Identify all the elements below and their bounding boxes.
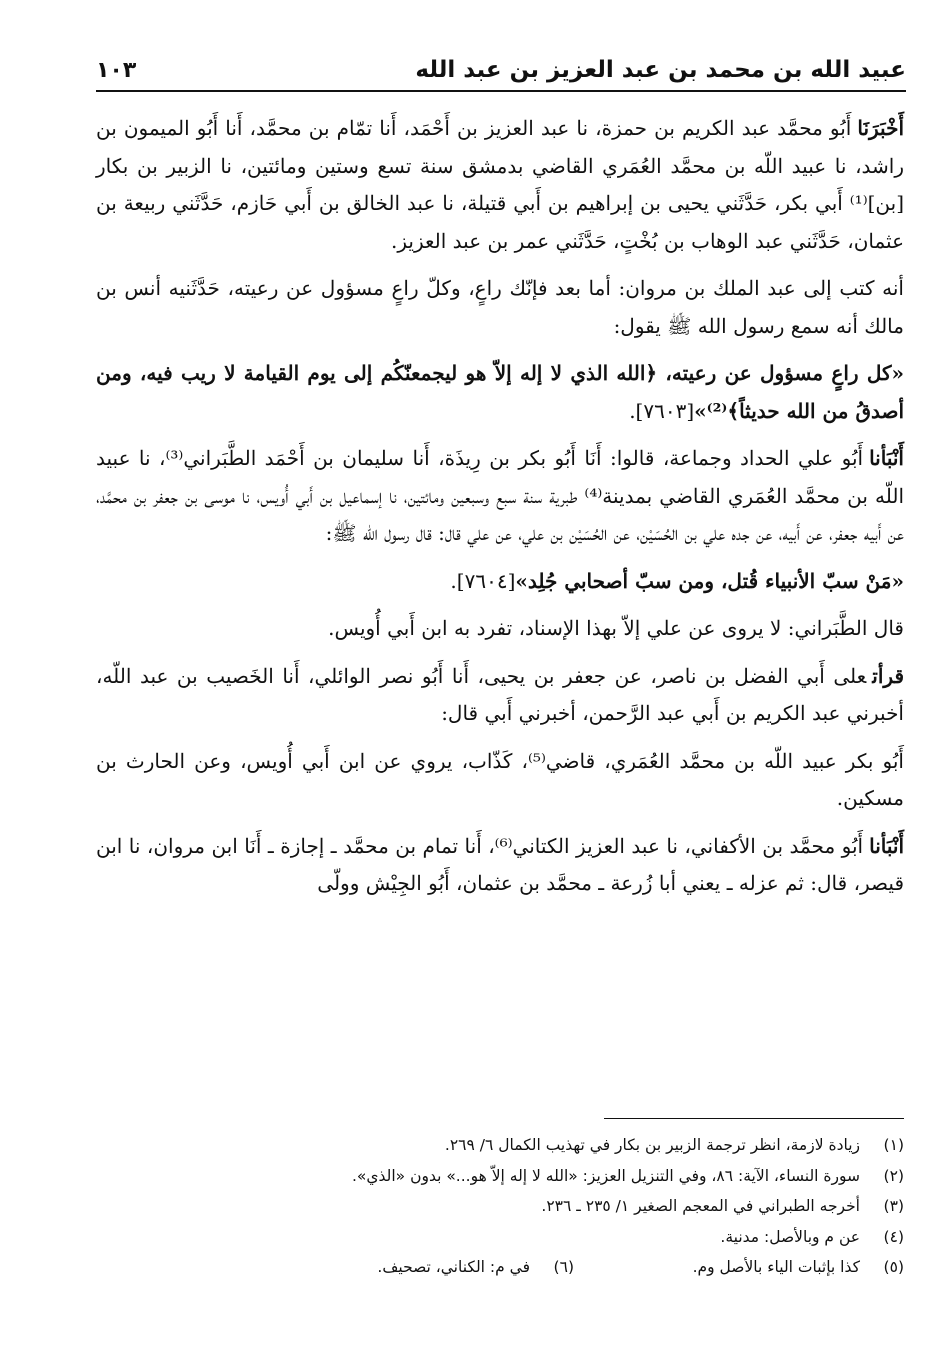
paragraph-text: أنه كتب إلى عبد الملك بن مروان: أما بعد فإنّك راعٍ، وكلّ راعٍ مسؤول عن رعيته، حَدَّثَنيه أنس بن مالك أنه سمع رسول الله ﷺ يقول: [96,276,904,338]
page-header [96,50,906,92]
paragraph [96,270,904,345]
hadith-text: «مَنْ سبّ الأنبياء قُتل، ومن سبّ أصحابي جُلِد» [515,568,904,593]
hadith-reference: [٧٦٠٤]. [450,568,516,593]
footnote [96,1191,904,1222]
footnote-text: كذا بإثبات الياء بالأصل وم. [692,1258,860,1276]
paragraph-text: أَبُو محمَّد عبد الكريم بن حمزة، نا عبد العزيز بن أَحْمَد، أَنا تمّام بن محمَّد، أَنا أَبُو الميمون بن راشد، نا عبيد اللّه بن محمَّد العُمَري القاضي بدمشق سنة تسع وستين ومائتين، نا الزبير بن بكار [بن]⁽¹⁾ أَبي بكر، حَدَّثَني يحيى بن إبراهيم بن أَبي قتيلة، نا عبد الخالق بن أَبي حَازم، حَدَّثَني ربيعة بن عثمان، حَدَّثَني عبد الوهاب بن بُخْتٍ، حَدَّثَني عمر بن عبد العزيز. [96,116,904,253]
footnote-text: في م: الكناني، تصحيف. [377,1258,530,1276]
paragraph-text: أَبُو محمَّد بن الأكفاني، نا عبد العزيز الكتاني⁽⁶⁾، أَنا تمام بن محمَّد ـ إجازة ـ أَنَا ابن مروان، نا ابن قيصر، قال: ثم عزله ـ يعني أبا زُرعة ـ محمَّد بن عثمان، أَبُو الجِيْش وولّى [96,833,904,895]
paragraph [96,440,904,553]
footnote-number: (١) [883,1136,904,1154]
footnote-text: عن م وبالأصل: مدنية. [720,1227,860,1246]
footnote [377,1252,574,1283]
footnote-number: (٢) [883,1166,904,1185]
paragraph [96,610,904,648]
paragraph-lead: أَنْبَأنا [869,833,905,858]
paragraph-lead: أَخْبَرَنَا [857,116,904,140]
footnote-text: سورة النساء، الآية: ٨٦، وفي التنزيل العزيز: «الله لا إله إلاّ هو...» بدون «الذي». [351,1166,860,1185]
footnote-number: (٥) [883,1258,904,1276]
paragraph-text: أَبُو بكر عبيد اللّه بن محمَّد العُمَري، قاضي⁽⁵⁾، كَذّاب، يروي عن ابن أَبي أُويس، وعن الحارث بن مسكين. [96,748,904,810]
page-number: ١٠٣ [96,57,137,83]
hadith-paragraph [96,563,904,601]
footnote [574,1252,904,1283]
main-text [96,110,904,913]
hadith-reference: [٧٦٠٣]. [629,398,695,423]
footnote [96,1161,904,1192]
footnote-number: (٣) [883,1197,904,1215]
paragraph-lead: قرأت [872,663,904,688]
paragraph-text: أَبُو علي الحداد وجماعة، قالوا: أَنَا أَبُو بكر بن رِيذَة، أَنا سليمان بن أَحْمَد الطَّبَراني⁽³⁾، نا عبيد اللّه بن محمَّد العُمَري القاضي بمدينة⁽⁴⁾ طبرية سنة سبع وسبعين ومائتين، نا إسماعيل بن أَبي أُويس، نا موسى بن جعفر بن محمَّد، عن أَبيه جعفر، عن أَبيه، عن جده علي بن الحُسَيْن، عن الحُسَيْن بن علي، عن علي قال: قال رسول الله ﷺ: [96,446,904,545]
footnote-row [96,1252,904,1283]
paragraph-text: على أَبي الفضل بن ناصر، عن جعفر بن يحيى، أَنا أَبُو نصر الوائلي، أَنا الخَصيب بن عبد اللّه، أخبرني عبد الكريم بن أَبي عبد الرَّحمن، أخبرني أَبي قال: [96,663,904,725]
paragraph-text: قال الطَّبَراني: لا يروى عن علي إلاّ بهذا الإسناد، تفرد به ابن أَبي أُويس. [328,616,904,640]
paragraph [96,743,904,818]
paragraph-lead: أَنْبَأنا [869,446,904,470]
running-title: عبيد الله بن محمد بن عبد العزيز بن عبد الله [415,57,906,83]
footnote [96,1130,904,1161]
footnotes [96,1130,904,1283]
paragraph [96,110,904,260]
paragraph [96,828,904,903]
footnote-divider [604,1118,904,1119]
footnote [96,1222,904,1253]
footnote-number: (٤) [883,1227,904,1246]
hadith-paragraph [96,355,904,430]
hadith-text: «كل راعٍ مسؤول عن رعيته، ﴿الله الذي لا إله إلاّ هو ليجمعنّكُم إلى يوم القيامة لا ريب فيه، ومن أصدقُ من الله حديثاً﴾⁽²⁾» [96,361,904,423]
footnote-text: زيادة لازمة، انظر ترجمة الزبير بن بكار في تهذيب الكمال ٦/ ٢٦٩. [444,1136,860,1154]
footnote-text: أخرجه الطبراني في المعجم الصغير ١/ ٢٣٥ ـ ٢٣٦. [541,1197,860,1215]
paragraph [96,658,904,733]
footnote-number: (٦) [553,1258,574,1276]
